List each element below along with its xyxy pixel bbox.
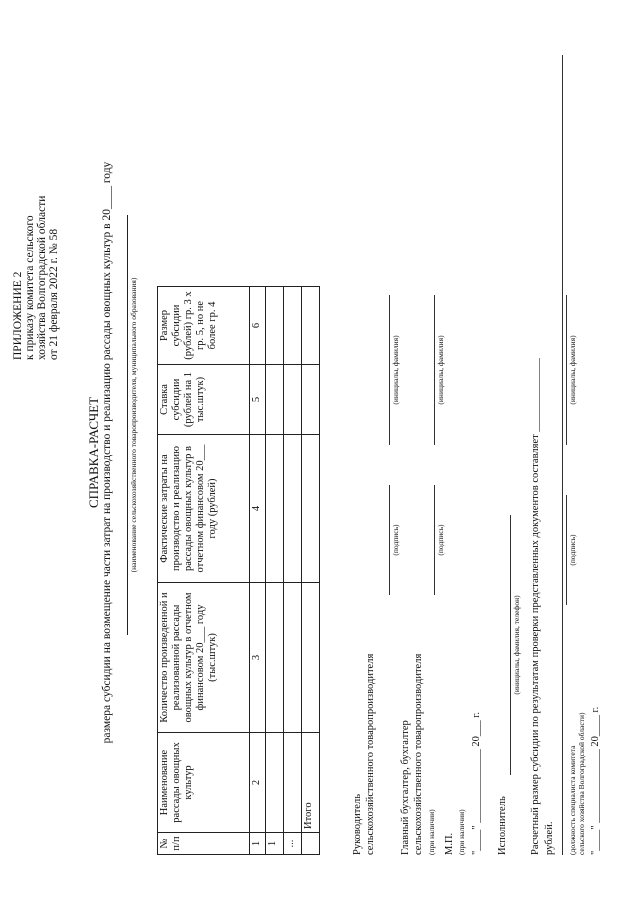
table-header-row [158, 287, 250, 855]
table-row [284, 287, 302, 855]
calc-text-2: рублей. [544, 821, 555, 855]
table-row [266, 287, 284, 855]
document-title: СПРАВКА-РАСЧЕТ [86, 396, 101, 509]
header-quantity: Количество произведенной и реализованной рассады овощных культур в отчетном финансовом 20___ году (тыс.штук) [158, 583, 250, 733]
header-rate: Ставка субсидии (рублей на 1 тыс.штук) [158, 365, 250, 435]
appendix-line-4: от 21 февраля 2022 г. № 58 [48, 228, 60, 360]
appendix-title: ПРИЛОЖЕНИЕ 2 [12, 271, 24, 360]
table-cell [266, 435, 284, 583]
total-label: Итого [302, 733, 320, 833]
head-initials-caption: (инициалы, фамилия) [391, 335, 400, 405]
specialist-title-2: сельского хозяйства Волгоградской области) [577, 712, 586, 855]
table-row [250, 287, 266, 855]
accountant-initials-caption: (инициалы, фамилия) [436, 335, 445, 405]
stamp-label: М.П. [444, 832, 455, 855]
header-subsidy: Размер субсидии (рублей) гр. 3 х гр. 5, но не более гр. 4 [158, 287, 250, 365]
specialist-signature-caption: (подпись) [568, 534, 577, 566]
executor-line [510, 515, 511, 775]
header-num: № п/п [158, 833, 250, 855]
table-total-row [302, 287, 320, 855]
accountant-title-1: Главный бухгалтер, бухгалтер [400, 720, 411, 855]
table-cell [284, 435, 302, 583]
table-cell [302, 833, 320, 855]
accountant-initials-line [434, 295, 435, 445]
head-title-2: сельскохозяйственного товаропроизводителя [365, 653, 376, 855]
head-signature-caption: (подпись) [391, 524, 400, 556]
accountant-if-any: (при наличии) [427, 809, 436, 855]
date-line-2: "____" ______________ 20____ г. [590, 706, 601, 855]
specialist-signature-line [566, 495, 567, 605]
table-cell [302, 583, 320, 733]
col-number-cell: 1 [250, 833, 266, 855]
col-number-cell: 6 [250, 287, 266, 365]
head-initials-line [389, 295, 390, 445]
table-cell [266, 365, 284, 435]
col-number-cell: 3 [250, 583, 266, 733]
date-line: "____" ______________ 20___ г. [471, 712, 482, 855]
table-cell [302, 287, 320, 365]
col-number-cell: 5 [250, 365, 266, 435]
accountant-title-2: сельскохозяйственного товаропроизводителя [413, 653, 424, 855]
row-number-cell: 1 [266, 833, 284, 855]
calc-text-1: Расчетный размер субсидии по результатам проверки представленных документов составляет ______________ [530, 358, 541, 855]
head-signature-line [389, 485, 390, 595]
table-cell [266, 583, 284, 733]
table-cell [284, 583, 302, 733]
stamp-if-any: (при наличии) [457, 809, 466, 855]
table-cell [284, 733, 302, 833]
table-cell [302, 365, 320, 435]
specialist-title-1: (должность специалиста комитета [568, 745, 577, 855]
table-cell [266, 733, 284, 833]
row-number-cell: ... [284, 833, 302, 855]
document-subtitle: размера субсидии на возмещение части затрат на производство и реализацию рассады овощных культур в 20____ году [101, 161, 113, 744]
appendix-line-2: к приказу комитета сельского [24, 215, 36, 360]
table-cell [284, 287, 302, 365]
executor-caption: (инициалы, фамилия, телефон) [512, 595, 521, 695]
appendix-header [12, 196, 60, 360]
separator-line [562, 55, 563, 855]
accountant-signature-caption: (подпись) [436, 524, 445, 556]
accountant-signature-line [434, 485, 435, 595]
producer-underline [127, 215, 128, 635]
table-cell [284, 365, 302, 435]
header-name: Наименование рассады овощных культур [158, 733, 250, 833]
col-number-cell: 4 [250, 435, 266, 583]
specialist-initials-caption: (инициалы, фамилия) [568, 335, 577, 405]
header-costs: Фактические затраты на производство и реализацию рассады овощных культур в отчетном финансовом 20___ году (рублей) [158, 435, 250, 583]
specialist-initials-line [566, 295, 567, 445]
head-title-1: Руководитель [352, 794, 363, 855]
executor-label: Исполнитель [497, 796, 508, 855]
producer-caption: (наименование сельскохозяйственного товаропроизводителя, муниципального образования) [129, 277, 138, 573]
table-cell [266, 287, 284, 365]
table-cell [302, 435, 320, 583]
appendix-line-3: хозяйства Волгоградской области [36, 195, 48, 360]
col-number-cell: 2 [250, 733, 266, 833]
subsidy-table [157, 286, 320, 855]
